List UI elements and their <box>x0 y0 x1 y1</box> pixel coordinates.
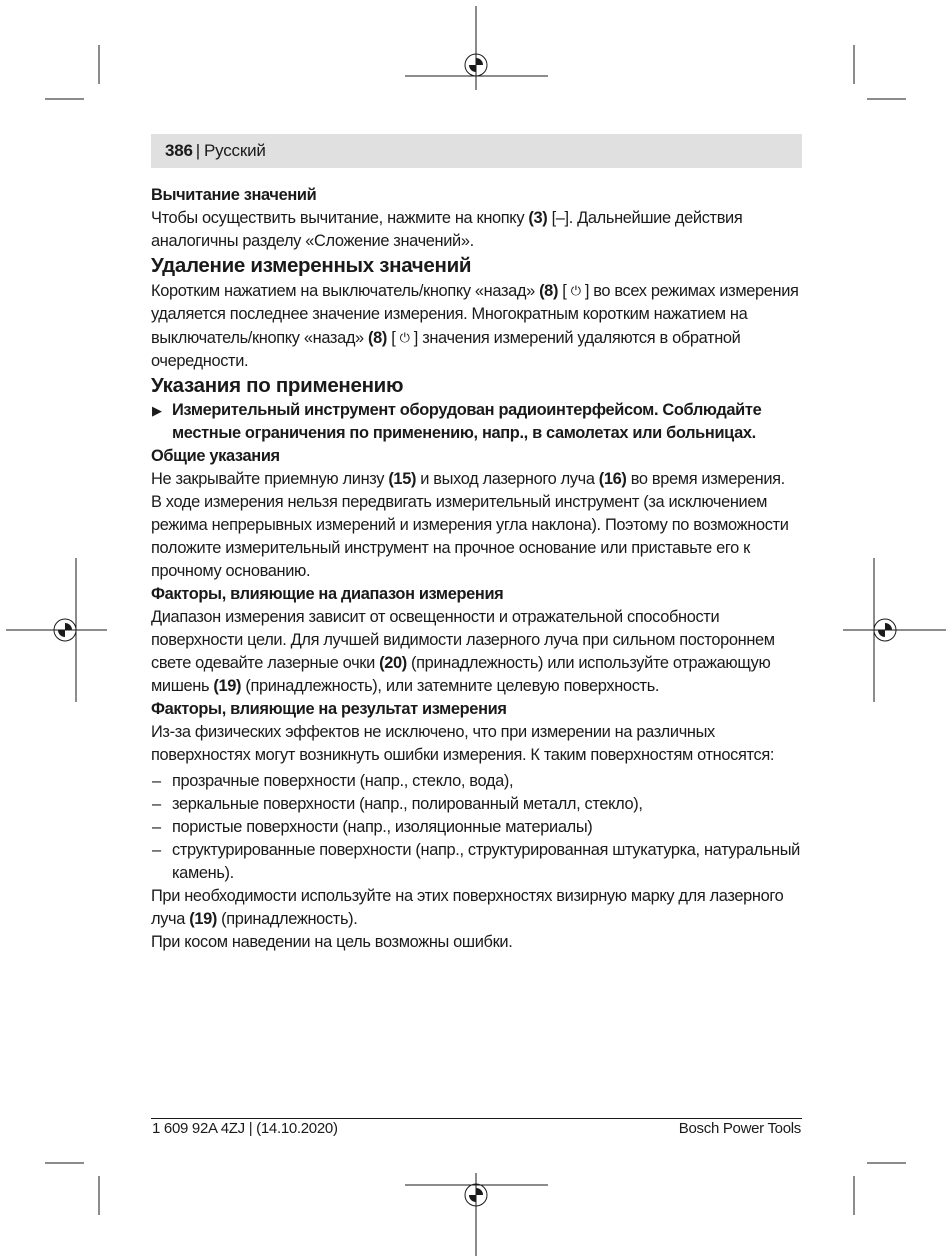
item-reference: (3) <box>528 209 548 227</box>
text-run: Чтобы осуществить вычитание, нажмите на кнопку <box>151 209 529 227</box>
footer-rule <box>151 1118 802 1119</box>
page-number: 386 <box>165 141 193 160</box>
result-intro: Из-за физических эффектов не исключено, что при измерении на различных поверхностях могут возникнуть ошибки измерения. К таким поверхностям относятся: <box>151 723 775 764</box>
header-text <box>165 141 266 161</box>
result-paragraph-2 <box>151 885 803 931</box>
subtraction-paragraph <box>151 207 803 253</box>
registration-target-icon <box>58 623 72 637</box>
list-item <box>151 793 803 816</box>
list-dash: – <box>152 841 161 859</box>
list-dash: – <box>152 818 161 836</box>
text-run: Не закрывайте приемную линзу <box>151 470 389 488</box>
subtraction-heading: Вычитание значений <box>151 186 317 204</box>
list-item <box>151 816 803 839</box>
warning-notice <box>151 399 803 445</box>
text-run: (принадлежность). <box>216 910 358 928</box>
item-reference: (8) <box>368 329 388 347</box>
list-item-text: пористые поверхности (напр., изоляционные материалы) <box>172 818 593 836</box>
range-paragraph <box>151 606 803 698</box>
page-header <box>151 134 802 168</box>
text-run: (принадлежность) или используйте отражающую мишень <box>151 654 771 695</box>
text-run: (принадлежность), или затемните целевую поверхность. <box>241 677 660 695</box>
item-reference: (20) <box>379 654 407 672</box>
power-back-icon: ⏻ <box>570 283 581 298</box>
text-run: [ <box>387 329 400 347</box>
general-heading: Общие указания <box>151 447 280 465</box>
text-run: Диапазон измерения зависит от освещенности и отражательной способности поверхности цели. Для лучшей видимости лазерного луча при сильном постороннем свете одевайте лазерные очки <box>151 608 775 672</box>
usage-heading: Указания по применению <box>151 374 404 397</box>
text-run: ] значения измерений удаляются в обратной очередности. <box>151 329 741 370</box>
text-run: Коротким нажатием на выключатель/кнопку «назад» <box>151 282 540 300</box>
list-item-text: структурированные поверхности (напр., структурированная штукатурка, натуральный камень). <box>172 841 800 882</box>
list-dash: – <box>152 772 161 790</box>
footer-document-id: 1 609 92A 4ZJ | (14.10.2020) <box>152 1120 338 1137</box>
registration-target-icon <box>469 1188 483 1202</box>
text-run: и выход лазерного луча <box>416 470 599 488</box>
header-separator: | <box>195 141 200 160</box>
page-content <box>151 184 803 954</box>
delete-paragraph <box>151 279 803 373</box>
text-run: При необходимости используйте на этих поверхностях визирную марку для лазерного луча <box>151 887 784 928</box>
list-item-text: зеркальные поверхности (напр., полированный металл, стекло), <box>172 795 643 813</box>
list-item <box>151 839 803 885</box>
text-run: ] во всех режимах измерения удаляется последнее значение измерения. Многократным коротким нажатием на выключатель/кнопку «назад» <box>151 282 799 347</box>
registration-target-icon <box>469 58 483 72</box>
result-heading: Факторы, влияющие на результат измерения <box>151 700 507 718</box>
range-heading: Факторы, влияющие на диапазон измерения <box>151 585 504 603</box>
item-reference: (19) <box>189 910 217 928</box>
text-run: во время измерения. <box>626 470 785 488</box>
delete-heading: Удаление измеренных значений <box>151 254 472 277</box>
item-reference: (16) <box>598 470 627 488</box>
header-language: Русский <box>203 141 266 160</box>
item-reference: (19) <box>213 677 242 695</box>
text-run: [–]. Дальнейшие действия аналогичны разделу «Сложение значений». <box>151 209 743 250</box>
text-run: [ <box>558 282 571 300</box>
warning-text: Измерительный инструмент оборудован радиоинтерфейсом. Соблюдайте местные ограничения по применению, напр., в самолетах или больницах. <box>172 401 762 442</box>
list-item-text: прозрачные поверхности (напр., стекло, вода), <box>172 772 514 790</box>
list-dash: – <box>152 795 161 813</box>
power-back-icon: ⏻ <box>399 330 410 345</box>
result-paragraph-3: При косом наведении на цель возможны ошибки. <box>151 933 513 951</box>
item-reference: (8) <box>539 282 559 300</box>
registration-target-icon <box>878 623 892 637</box>
list-item <box>151 770 803 793</box>
general-paragraph-1 <box>151 468 803 491</box>
general-paragraph-2: В ходе измерения нельзя передвигать измерительный инструмент (за исключением режима непрерывных измерений и измерения угла наклона). Поэтому по возможности положите измерительный инструмент на прочное основание или приставьте его к прочному основанию. <box>151 493 789 580</box>
warning-triangle-icon: ▶ <box>152 403 162 418</box>
surface-list <box>151 770 803 885</box>
item-reference: (15) <box>388 470 417 488</box>
footer-brand: Bosch Power Tools <box>678 1120 801 1137</box>
